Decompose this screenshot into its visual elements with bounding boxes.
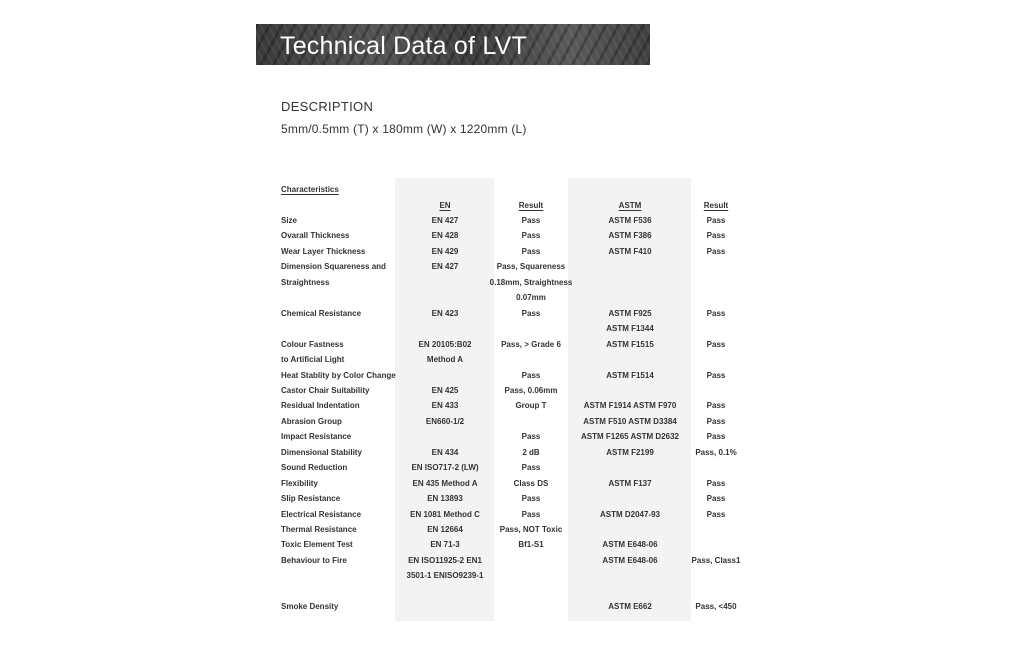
en-standard-cell: 3501-1 ENISO9239-1 xyxy=(406,571,484,580)
result-header-astm: Result xyxy=(703,201,729,210)
astm-result-cell: Pass xyxy=(706,247,726,256)
characteristic-cell: Thermal Resistance xyxy=(281,525,357,534)
en-standard-cell: EN 428 xyxy=(431,231,459,240)
astm-standard-cell: ASTM F925 xyxy=(608,309,652,318)
en-result-cell: Pass, NOT Toxic xyxy=(499,525,563,534)
astm-standard-cell: ASTM E648-06 xyxy=(602,540,658,549)
characteristic-cell: Sound Reduction xyxy=(281,463,348,472)
astm-standard-cell: ASTM F1344 xyxy=(606,324,654,333)
astm-result-cell: Pass xyxy=(706,479,726,488)
en-standard-cell: EN 12664 xyxy=(427,525,463,534)
characteristic-cell: Straightness xyxy=(281,278,330,287)
en-result-cell: 0.18mm, Straightness xyxy=(489,278,573,287)
astm-result-cell: Pass xyxy=(706,494,726,503)
en-result-cell: Pass, 0.06mm xyxy=(504,386,558,395)
en-standard-cell: EN 423 xyxy=(431,309,459,318)
astm-standard-cell: ASTM F1515 xyxy=(606,340,654,349)
en-standard-cell: EN 425 xyxy=(431,386,459,395)
characteristic-cell: Heat Stablity by Color Change xyxy=(281,371,396,380)
en-standard-cell: EN 427 xyxy=(431,262,459,271)
astm-result-cell: Pass, Class1 xyxy=(691,556,741,565)
en-result-cell: Pass xyxy=(521,510,541,519)
en-result-cell: 0.07mm xyxy=(516,293,546,302)
characteristic-cell: Impact Resistance xyxy=(281,432,352,441)
astm-standard-cell: ASTM E662 xyxy=(608,602,652,611)
characteristic-cell: Castor Chair Suitability xyxy=(281,386,370,395)
astm-standard-cell: ASTM E648-06 xyxy=(602,556,658,565)
en-result-cell: Pass xyxy=(521,371,541,380)
astm-result-cell: Pass xyxy=(706,371,726,380)
astm-standard-cell: ASTM F2199 xyxy=(606,448,654,457)
astm-standard-cell: ASTM F410 xyxy=(608,247,652,256)
en-result-cell: 2 dB xyxy=(522,448,540,457)
astm-standard-cell: ASTM F510 ASTM D3384 xyxy=(583,417,677,426)
astm-standard-cell: ASTM F137 xyxy=(608,479,652,488)
en-result-cell: Pass xyxy=(521,231,541,240)
astm-result-cell: Pass xyxy=(706,417,726,426)
en-standard-cell: EN ISO717-2 (LW) xyxy=(411,463,479,472)
result-header-en: Result xyxy=(518,201,544,210)
characteristic-cell: Abrasion Group xyxy=(281,417,342,426)
en-result-cell: Pass xyxy=(521,247,541,256)
en-header: EN xyxy=(439,201,451,210)
en-result-cell: Pass xyxy=(521,494,541,503)
en-result-cell: Pass, Squareness xyxy=(496,262,566,271)
en-standard-cell: EN 429 xyxy=(431,247,459,256)
en-result-cell: Pass xyxy=(521,463,541,472)
astm-result-cell: Pass xyxy=(706,340,726,349)
characteristic-cell: Smoke Density xyxy=(281,602,339,611)
astm-result-cell: Pass, <450 xyxy=(695,602,737,611)
astm-header: ASTM xyxy=(618,201,642,210)
en-result-cell: Pass xyxy=(521,432,541,441)
description-label: DESCRIPTION xyxy=(281,99,374,114)
characteristic-cell: Electrical Resistance xyxy=(281,510,362,519)
en-result-cell: Class DS xyxy=(513,479,549,488)
astm-standard-cell: ASTM F536 xyxy=(608,216,652,225)
en-result-cell: Bf1-S1 xyxy=(518,540,544,549)
characteristic-cell: Slip Resistance xyxy=(281,494,341,503)
description-value: 5mm/0.5mm (T) x 180mm (W) x 1220mm (L) xyxy=(281,122,527,136)
en-standard-cell: EN 434 xyxy=(431,448,459,457)
characteristic-cell: Dimension Squareness and xyxy=(281,262,386,271)
en-standard-cell: EN ISO11925-2 EN1 xyxy=(408,556,482,565)
characteristic-cell: Flexibility xyxy=(281,479,318,488)
en-standard-cell: Method A xyxy=(426,355,464,364)
astm-standard-cell: ASTM F1514 xyxy=(606,371,654,380)
astm-result-cell: Pass xyxy=(706,401,726,410)
en-column-background xyxy=(395,178,494,621)
characteristic-cell: Toxic Element Test xyxy=(281,540,353,549)
characteristic-cell: Wear Layer Thickness xyxy=(281,247,366,256)
characteristic-cell: Colour Fastness xyxy=(281,340,344,349)
en-result-cell: Pass, > Grade 6 xyxy=(501,340,561,349)
characteristic-cell: Dimensional Stability xyxy=(281,448,362,457)
en-standard-cell: EN 71-3 xyxy=(430,540,460,549)
en-standard-cell: EN 13893 xyxy=(427,494,463,503)
en-standard-cell: EN 427 xyxy=(431,216,459,225)
astm-result-cell: Pass xyxy=(706,432,726,441)
en-standard-cell: EN 435 Method A xyxy=(412,479,478,488)
en-standard-cell: EN 20105:B02 xyxy=(418,340,472,349)
astm-result-cell: Pass xyxy=(706,216,726,225)
characteristic-cell: to Artificial Light xyxy=(281,355,345,364)
astm-result-cell: Pass xyxy=(706,510,726,519)
characteristics-header: Characteristics xyxy=(281,185,339,194)
en-standard-cell: EN660-1/2 xyxy=(425,417,465,426)
characteristic-cell: Size xyxy=(281,216,298,225)
page-title: Technical Data of LVT xyxy=(280,32,527,60)
en-result-cell: Group T xyxy=(515,401,547,410)
characteristic-cell: Behaviour to Fire xyxy=(281,556,347,565)
astm-standard-cell: ASTM F1265 ASTM D2632 xyxy=(581,432,679,441)
en-standard-cell: EN 1081 Method C xyxy=(410,510,480,519)
characteristic-cell: Residual Indentation xyxy=(281,401,360,410)
astm-result-cell: Pass, 0.1% xyxy=(695,448,737,457)
en-result-cell: Pass xyxy=(521,309,541,318)
characteristic-cell: Chemical Resistance xyxy=(281,309,362,318)
astm-standard-cell: ASTM F1914 ASTM F970 xyxy=(583,401,677,410)
astm-standard-cell: ASTM D2047-93 xyxy=(599,510,661,519)
astm-result-cell: Pass xyxy=(706,231,726,240)
en-result-cell: Pass xyxy=(521,216,541,225)
characteristic-cell: Ovarall Thickness xyxy=(281,231,350,240)
astm-result-cell: Pass xyxy=(706,309,726,318)
astm-column-background xyxy=(568,178,691,621)
astm-standard-cell: ASTM F386 xyxy=(608,231,652,240)
title-banner xyxy=(256,24,650,65)
en-standard-cell: EN 433 xyxy=(431,401,459,410)
